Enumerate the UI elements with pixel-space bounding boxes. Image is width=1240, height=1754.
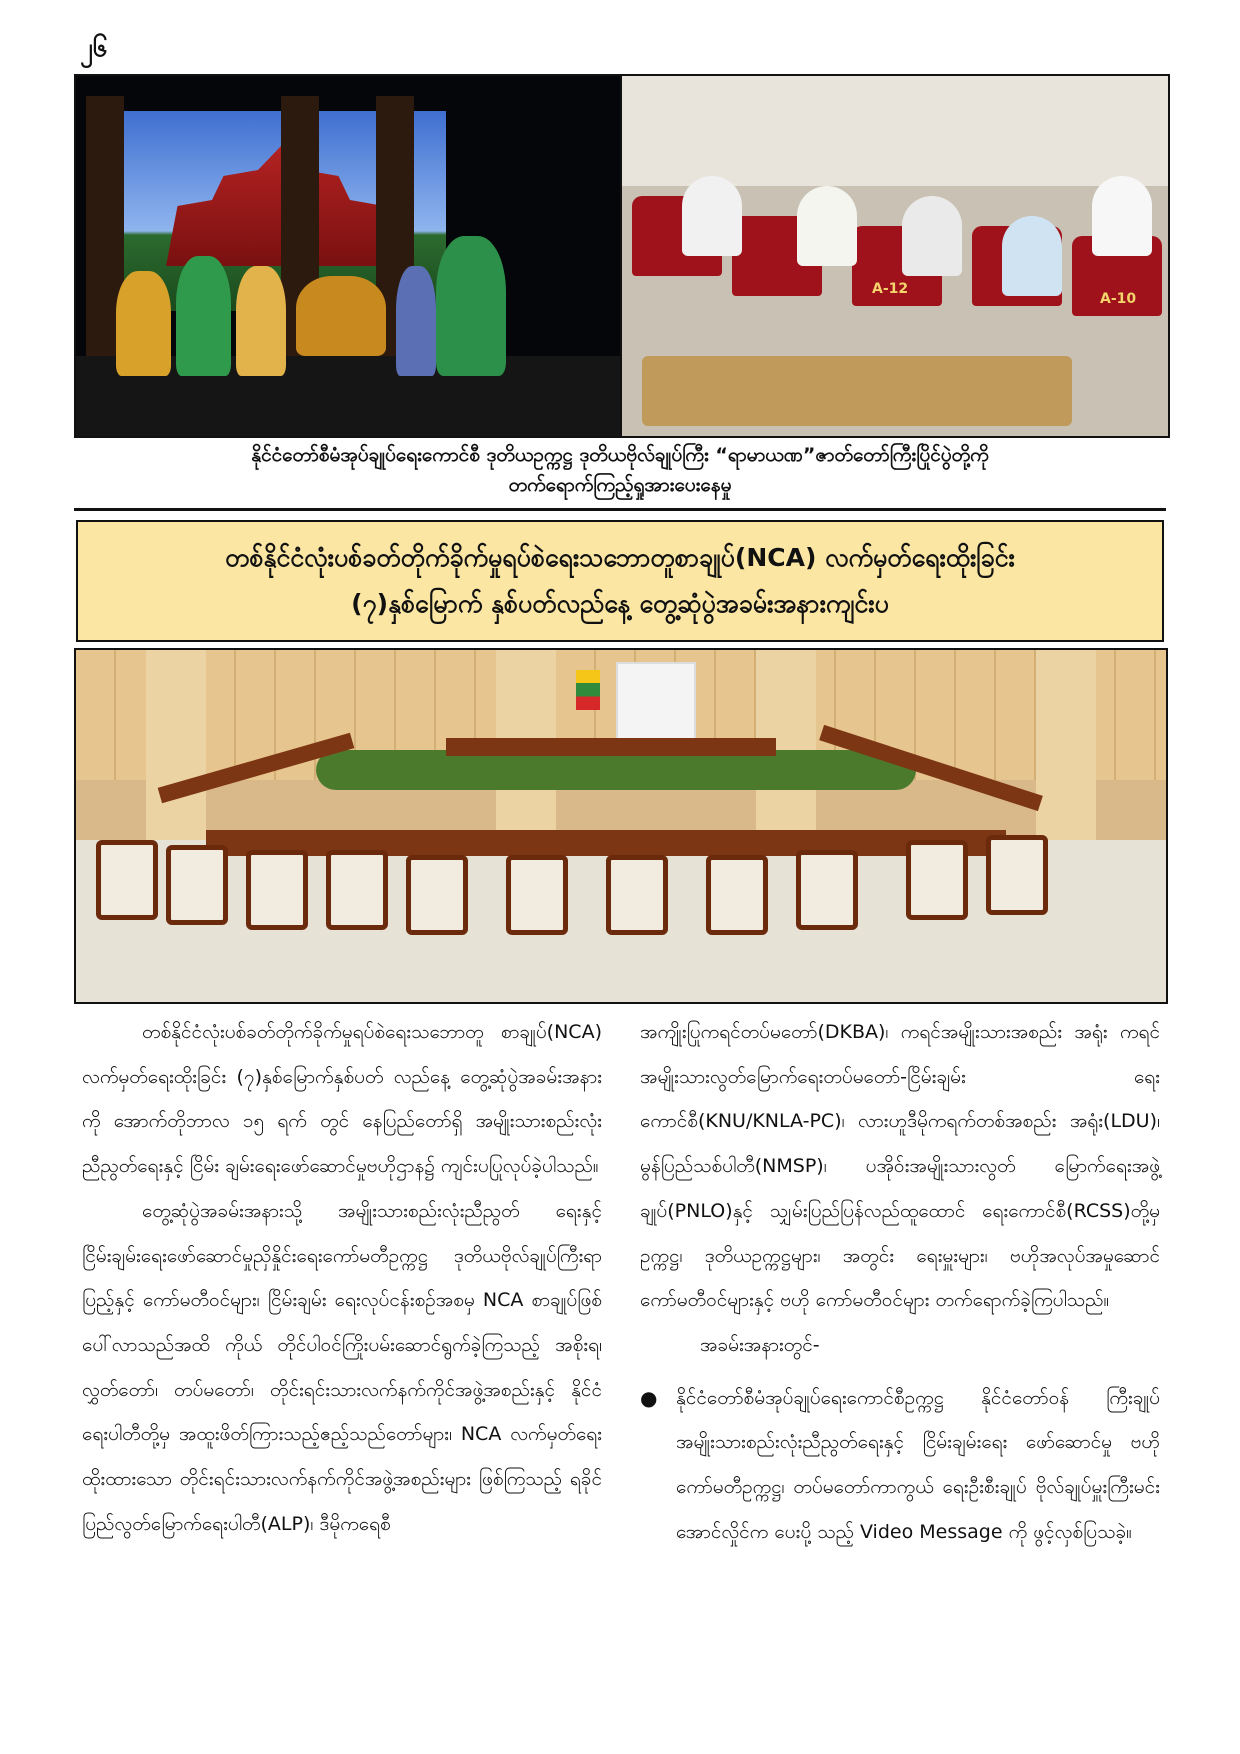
caption-line: နိုင်ငံတော်စီမံအုပ်ချုပ်ရေးကောင်စီ ဒုတိယဥက္ကဋ္ဌ ဒုတိယဗိုလ်ချုပ်ကြီး “ရာမာယဏ”ဇာတ်တော်ကြီးပြိုင်ပွဲတို့ကို (251, 444, 989, 466)
seat-label: A-10 (1100, 291, 1137, 307)
wall-panel (146, 650, 206, 840)
carved-table (642, 356, 1072, 426)
paragraph: တွေ့ဆုံပွဲအခမ်းအနားသို့ အမျိုးသားစည်းလုံးညီညွတ် ရေးနှင့် ငြိမ်းချမ်းရေးဖော်ဆောင်မှုညှိနှိုင်းရေးကော်မတီဥက္ကဋ္ဌ ဒုတိယဗိုလ်ချုပ်ကြီးရာပြည့်နှင့် ကော်မတီဝင်များ၊ ငြိမ်းချမ်း ရေးလုပ်ငန်းစဉ်အစမှ NCA စာချုပ်ဖြစ်ပေါ်လာသည်အထိ ကိုယ် တိုင်ပါဝင်ကြိုးပမ်းဆောင်ရွက်ခဲ့ကြသည့် အစိုးရ၊ လွှတ်တော်၊ တပ်မတော်၊ တိုင်းရင်းသားလက်နက်ကိုင်အဖွဲ့အစည်းနှင့် နိုင်ငံ ရေးပါတီတို့မှ အထူးဖိတ်ကြားသည့်ဧည့်သည်တော်များ၊ NCA လက်မှတ်ရေး ထိုးထားသော တိုင်းရင်းသားလက်နက်ကိုင်အဖွဲ့အစည်းများ ဖြစ်ကြသည့် ရခိုင်ပြည်လွတ်မြောက်ရေးပါတီ(ALP)၊ ဒီမိုကရေစီ (82, 1199, 602, 1535)
chair (606, 855, 668, 935)
headline-line: တစ်နိုင်ငံလုံးပစ်ခတ်တိုက်ခိုက်မှုရပ်စဲရေးသဘောတူစာချုပ်(NCA) လက်မှတ်ရေးထိုးခြင်း (225, 543, 1015, 572)
performer (116, 271, 171, 376)
article-column-right (640, 1010, 1160, 1554)
chair (986, 835, 1048, 915)
meeting-photo (74, 648, 1168, 1004)
paragraph: အကျိုးပြုကရင်တပ်မတော်(DKBA)၊ ကရင်အမျိုးသားအစည်း အရုံး ကရင်အမျိုးသားလွတ်မြောက်ရေးတပ်မတော်-ငြိမ်းချမ်း ရေးကောင်စီ(KNU/KNLA-PC)၊ လားဟူဒီမိုကရက်တစ်အစည်း အရုံး(LDU)၊ မွန်ပြည်သစ်ပါတီ(NMSP)၊ ပအိုဝ်းအမျိုးသားလွတ် မြောက်ရေးအဖွဲ့ချုပ်(PNLO)နှင့် သျှမ်းပြည်ပြန်လည်ထူထောင် ရေးကောင်စီ(RCSS)တို့မှ ဥက္ကဋ္ဌ၊ ဒုတိယဥက္ကဋ္ဌများ၊ အတွင်း ရေးမှူးများ၊ ဗဟိုအလုပ်အမှုဆောင်ကော်မတီဝင်များနှင့် ဗဟို ကော်မတီဝင်များ တက်ရောက်ခဲ့ကြပါသည်။ (640, 1021, 1160, 1312)
chair (406, 855, 468, 935)
chair (166, 845, 228, 925)
article-headline (76, 520, 1164, 642)
performer (396, 266, 436, 376)
chair (796, 850, 858, 930)
performer (236, 266, 286, 376)
chair (326, 850, 388, 930)
headline-line: (၇)နှစ်မြောက် နှစ်ပတ်လည်နေ့ တွေ့ဆုံပွဲအခမ်းအနားကျင်းပ (351, 589, 889, 618)
chair (246, 850, 308, 930)
video-screen (616, 662, 696, 748)
hall-wall (622, 76, 1168, 186)
page-number: ၂၆ (80, 33, 108, 63)
national-flag (576, 670, 600, 710)
chair (906, 840, 968, 920)
attendee (682, 176, 742, 256)
head-table (446, 738, 776, 756)
stage-performance-photo (74, 74, 622, 438)
attendee (1092, 176, 1152, 256)
divider (74, 508, 1166, 511)
bullet-item (640, 1376, 1160, 1555)
golden-throne (296, 276, 386, 356)
chair (706, 855, 768, 935)
caption-line: တက်ရောက်ကြည့်ရှုအားပေးနေမှု (508, 474, 732, 496)
article-column-left (82, 1010, 602, 1546)
seat-label: A-12 (872, 281, 909, 297)
paragraph: အခမ်းအနားတွင်- (700, 1333, 820, 1356)
chair (96, 840, 158, 920)
wall-panel (1036, 650, 1096, 840)
bullet-icon: ● (640, 1385, 658, 1410)
photo-caption (74, 440, 1166, 500)
flower-hedge (316, 750, 916, 790)
performer (436, 236, 506, 376)
audience-photo (620, 74, 1170, 438)
attendee (902, 196, 962, 276)
paragraph: တစ်နိုင်ငံလုံးပစ်ခတ်တိုက်ခိုက်မှုရပ်စဲရေးသဘောတူ စာချုပ်(NCA) လက်မှတ်ရေးထိုးခြင်း (၇)နှစ်မြောက်နှစ်ပတ် လည်နေ့ တွေ့ဆုံပွဲအခမ်းအနားကို အောက်တိုဘာလ ၁၅ ရက် တွင် နေပြည်တော်ရှိ အမျိုးသားစည်းလုံးညီညွတ်ရေးနှင့် ငြိမ်း ချမ်းရေးဖော်ဆောင်မှုဗဟိုဌာန၌ ကျင်းပပြုလုပ်ခဲ့ပါသည်။ (82, 1021, 602, 1178)
chair (506, 855, 568, 935)
bullet-text: နိုင်ငံတော်စီမံအုပ်ချုပ်ရေးကောင်စီဥက္ကဋ္ဌ နိုင်ငံတော်ဝန် ကြီးချုပ် အမျိုးသားစည်းလုံးညီညွတ်ရေးနှင့် ငြိမ်းချမ်းရေး ဖော်ဆောင်မှု ဗဟိုကော်မတီဥက္ကဋ္ဌ၊ တပ်မတော်ကာကွယ် ရေးဦးစီးချုပ် ဗိုလ်ချုပ်မှူးကြီးမင်းအောင်လှိုင်က ပေးပို့ သည့် Video Message ကို ဖွင့်လှစ်ပြသခဲ့။ (676, 1386, 1160, 1543)
attendee (797, 186, 857, 266)
attendee (1002, 216, 1062, 296)
performer (176, 256, 231, 376)
